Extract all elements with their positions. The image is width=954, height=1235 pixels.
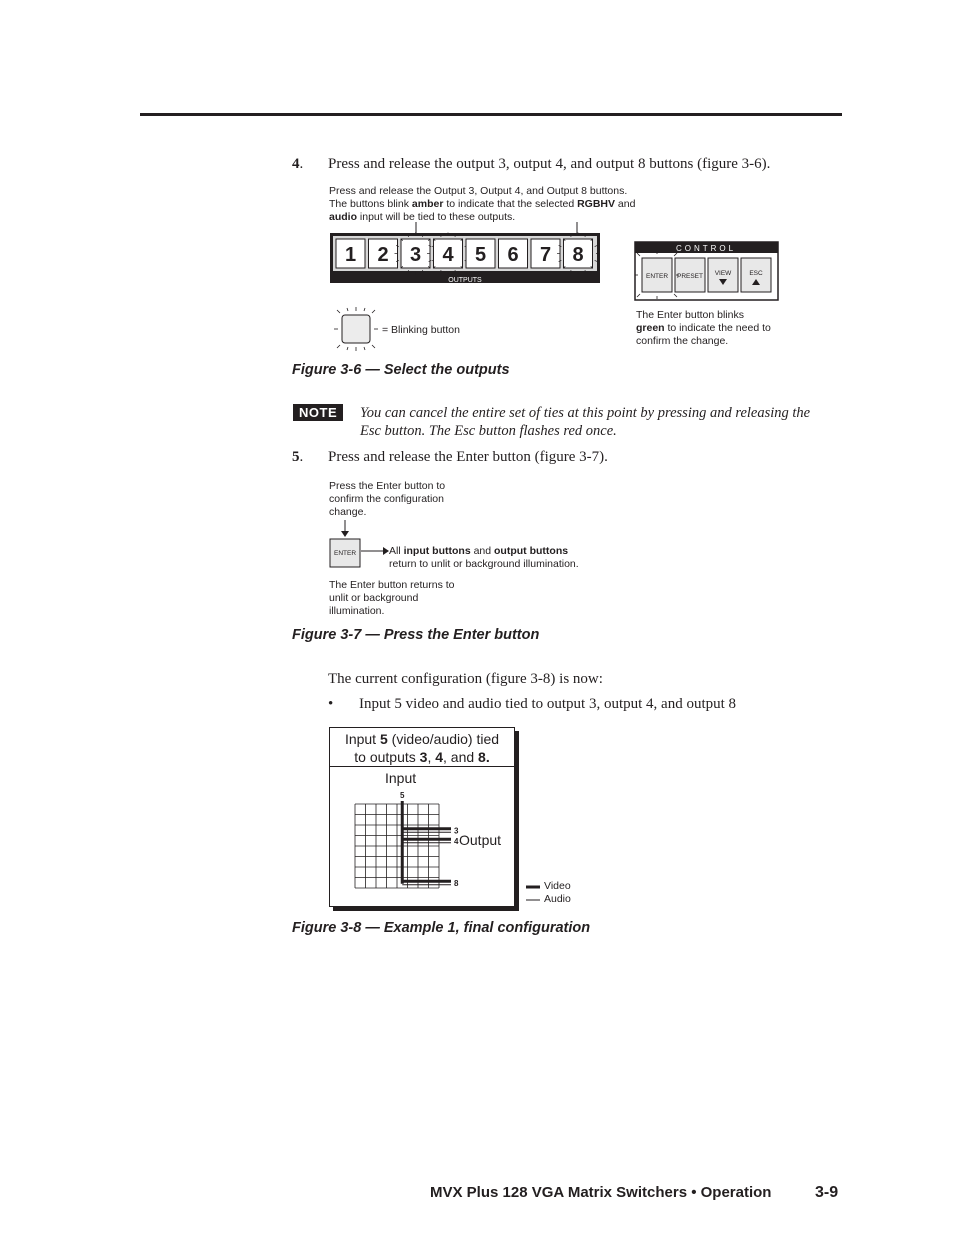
control-label: CONTROL bbox=[675, 244, 737, 253]
step-5-number: 5. bbox=[292, 449, 304, 465]
arrow-down-icon bbox=[341, 531, 349, 537]
input-axis-label: Input bbox=[385, 770, 417, 786]
matrix-grid bbox=[345, 786, 465, 891]
output-button-label: 2 bbox=[377, 244, 389, 266]
fig38-legend-text: Video Audio bbox=[544, 880, 571, 905]
input-tick-label: 5 bbox=[400, 791, 405, 800]
fig37-bottom-text: The Enter button returns to unlit or background illumination. bbox=[329, 579, 455, 617]
config-bullet-text: Input 5 video and audio tied to output 3, output 4, and output 8 bbox=[359, 696, 737, 712]
output-button-label: 7 bbox=[539, 244, 552, 266]
enter-label: ENTER bbox=[333, 550, 357, 557]
fig38-caption: Figure 3-8 — Example 1, final configuration bbox=[292, 920, 591, 936]
step-4-number: 4. bbox=[292, 156, 304, 172]
output-button-label: 5 bbox=[474, 244, 487, 266]
control-panel bbox=[635, 242, 778, 300]
output-button-label: 8 bbox=[572, 244, 584, 266]
blinking-button-legend-icon bbox=[334, 307, 378, 351]
output-tick-label: 3 bbox=[454, 826, 459, 836]
output-button-label: 4 bbox=[442, 244, 454, 266]
view-label: VIEW bbox=[714, 270, 732, 277]
output-tick-label: 4 bbox=[454, 836, 459, 846]
tie-lines bbox=[402, 801, 451, 885]
fig37-caption: Figure 3-7 — Press the Enter button bbox=[292, 627, 540, 643]
enter-note: The Enter button blinks green to indicate the need to confirm the change. bbox=[636, 309, 771, 347]
preset-label: PRESET bbox=[676, 273, 704, 280]
output-button-label: 6 bbox=[507, 244, 519, 266]
output-axis-label: Output bbox=[459, 832, 502, 848]
config-intro: The current configuration (figure 3-8) is now: bbox=[328, 671, 603, 687]
output-button-label: 1 bbox=[344, 244, 357, 266]
blinking-legend-text: = Blinking button bbox=[382, 324, 460, 336]
output-button-label: 3 bbox=[409, 244, 422, 266]
step-5-text: Press and release the Enter button (figure 3-7). bbox=[328, 449, 608, 465]
fig38-legend-icons bbox=[524, 880, 544, 906]
fig37-right-text: All input buttons and output buttons return to unlit or background illumination. bbox=[389, 545, 579, 570]
step-4-text: Press and release the output 3, output 4, and output 8 buttons (figure 3-6). bbox=[328, 156, 771, 172]
footer-title: MVX Plus 128 VGA Matrix Switchers • Operation bbox=[430, 1184, 772, 1201]
note-badge: NOTE bbox=[293, 404, 343, 421]
footer-page-number: 3-9 bbox=[815, 1184, 839, 1201]
esc-label: ESC bbox=[749, 270, 763, 277]
fig36-callout: Press and release the Output 3, Output 4, and Output 8 buttons. The buttons blink amber to indicate that the selected RGBHV and audio input will be tied to these outputs. bbox=[329, 185, 636, 223]
fig37-top-text: Press the Enter button to confirm the configuration change. bbox=[329, 480, 446, 518]
note-text: You can cancel the entire set of ties at this point by pressing and releasing the Esc button. The Esc button flashes red once. bbox=[360, 405, 811, 439]
output-tick-label: 8 bbox=[454, 878, 459, 888]
enter-label: ENTER bbox=[645, 273, 669, 280]
fig38-header: Input 5 (video/audio) tied to outputs 3, 4, and 8. bbox=[330, 730, 514, 767]
fig37-diagram bbox=[325, 518, 395, 572]
config-bullet: • bbox=[328, 696, 334, 712]
header-rule bbox=[140, 113, 842, 116]
fig36-caption: Figure 3-6 — Select the outputs bbox=[292, 362, 510, 378]
grid-lines bbox=[355, 804, 439, 888]
outputs-label: OUTPUTS bbox=[448, 277, 482, 284]
output-buttons bbox=[336, 233, 599, 275]
